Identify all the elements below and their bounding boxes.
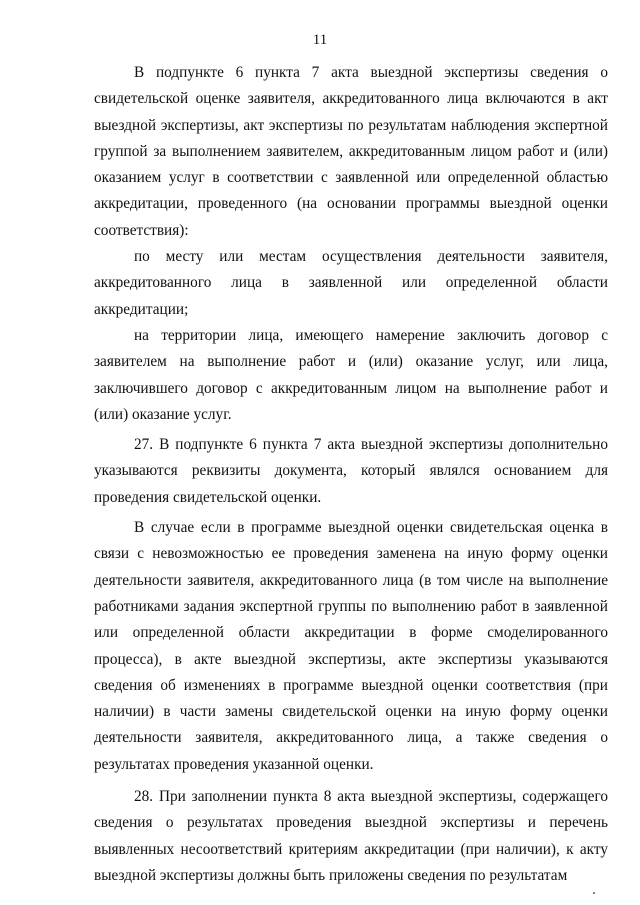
paragraph-witness-assessment: В подпункте 6 пункта 7 акта выездной экспертизы сведения о свидетельской оценке заявителя, аккредитованного лица включаются в акт выездной экспертизы, акт экспертизы по результатам наблюдения экспертной группой за выполнением заявителем, аккредитованным лицом работ и (или) оказанием услуг в соответствии с заявленной или определенной областью аккредитации, проведенного (на основании программы выездной оценки соответствия): (94, 64, 608, 239)
page-number: 11 (312, 32, 328, 48)
paragraph-item-27: 27. В подпункте 6 пункта 7 акта выездной экспертизы дополнительно указываются реквизиты документа, который являлся основанием для проведения свидетельской оценки. (94, 436, 608, 506)
paragraph-replacement-case: В случае если в программе выездной оценки свидетельская оценка в связи с невозможностью ее проведения заменена на иную форму оценки деятельности заявителя, аккредитованного лица (в том числе на выполнение работниками задания экспертной группы по выполнению работ в заявленной или определенной области аккредитации в форме смоделированного процесса), в акте выездной экспертизы, акте экспертизы указываются сведения об изменениях в программе выездной оценки соответствия (при наличии) в части замены свидетельской оценки на иную форму оценки деятельности заявителя, аккредитованного лица, а также сведения о результатах проведения указанной оценки. (94, 519, 608, 773)
document-body (94, 60, 608, 889)
paragraph-item-28: 28. При заполнении пункта 8 акта выездной экспертизы, содержащего сведения о результатах проведения выездной экспертизы и перечень выявленных несоответствий критериям аккредитации (при наличии), к акту выездной экспертизы должны быть приложены сведения по результатам (94, 788, 608, 884)
paragraph-place-of-activity: по месту или местам осуществления деятельности заявителя, аккредитованного лица в заявленной или определенной области аккредитации; (94, 248, 608, 318)
scan-artifact (593, 892, 595, 894)
paragraph-territory: на территории лица, имеющего намерение заключить договор с заявителем на выполнение работ и (или) оказание услуг, или лица, заключившего договор с аккредитованным лицом на выполнение работ и (или) оказание услуг. (94, 326, 608, 423)
